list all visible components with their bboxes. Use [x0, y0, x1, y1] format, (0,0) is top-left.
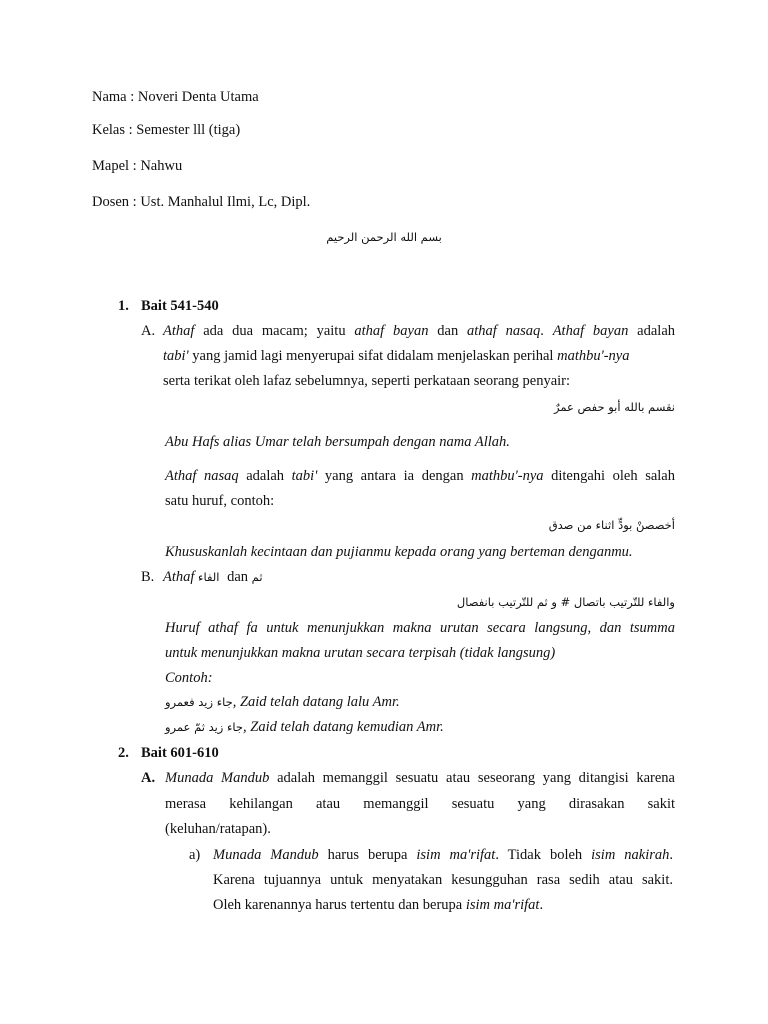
section-1a-line-1: Athaf ada dua macam; yaitu athaf bayan dan athaf nasaq. Athaf bayan adalah: [163, 323, 675, 339]
sub-item-a-line-1: Munada Mandub harus berupa isim ma'rifat. Tidak boleh isim nakirah.: [213, 847, 674, 863]
example-2: جاء زيد ثمّ عمرو, Zaid telah datang kemudian Amr.: [165, 719, 444, 735]
section-1b-marker: B.: [141, 569, 155, 585]
example-label: Contoh:: [165, 670, 213, 686]
subject: Mapel : Nahwu: [92, 158, 183, 174]
section-1a-marker: A.: [141, 323, 156, 339]
section-1-title: Bait 541-540: [141, 298, 219, 314]
section-2a-line-3: (keluhan/ratapan).: [165, 821, 271, 837]
example-1: جاء زيد فعمرو, Zaid telah datang lalu Amr.: [165, 694, 400, 710]
sub-item-a-line-2: Karena tujuannya untuk menyatakan kesungguhan rasa sedih atau sakit.: [213, 872, 673, 888]
section-1b-heading: Athaf الفاء dan ثم: [163, 569, 263, 585]
student-name: Nama : Noveri Denta Utama: [92, 89, 259, 105]
translation-2: Khususkanlah kecintaan dan pujianmu kepada orang yang berteman denganmu.: [165, 544, 633, 560]
lecturer: Dosen : Ust. Manhalul Ilmi, Lc, Dipl.: [92, 194, 311, 210]
section-1b-explanation-2: untuk menunjukkan makna urutan secara terpisah (tidak langsung): [165, 645, 556, 661]
section-2a-marker: A.: [141, 770, 156, 786]
section-2-title: Bait 601-610: [141, 745, 219, 761]
section-1b-explanation-1: Huruf athaf fa untuk menunjukkan makna urutan secara langsung, dan tsumma: [165, 620, 675, 636]
section-1a-line-3: serta terikat oleh lafaz sebelumnya, seperti perkataan seorang penyair:: [163, 373, 571, 389]
translation-1: Abu Hafs alias Umar telah bersumpah dengan nama Allah.: [165, 434, 510, 450]
arabic-verse-3: والفاء للتّرتيب باتصال # و ثم للتّرتيب بانفصال: [456, 595, 675, 609]
sub-item-a-line-3: Oleh karenannya harus tertentu dan berupa isim ma'rifat.: [213, 897, 544, 913]
section-1-number: 1.: [118, 298, 129, 314]
section-1a-line-2: tabi' yang jamid lagi menyerupai sifat didalam menjelaskan perihal mathbu'-nya: [163, 348, 630, 364]
student-class: Kelas : Semester lll (tiga): [92, 122, 241, 138]
section-1a-nasaq-line-1: Athaf nasaq adalah tabi' yang antara ia dengan mathbu'-nya ditengahi oleh salah: [165, 468, 675, 484]
section-1a-nasaq-line-2: satu huruf, contoh:: [165, 493, 275, 509]
basmalah: بسم الله الرحمن الرحيم: [326, 230, 442, 244]
section-2a-line-1: Munada Mandub adalah memanggil sesuatu atau seseorang yang ditangisi karena: [165, 770, 675, 786]
sub-item-a-marker: a): [189, 847, 201, 863]
arabic-verse-2: أخصصنْ بودٍّ اثناء من صدق: [548, 518, 675, 532]
arabic-verse-1: نقسم بالله أبو حفص عمرٌ: [554, 400, 675, 414]
section-2a-line-2: merasa kehilangan atau memanggil sesuatu yang dirasakan sakit: [165, 796, 675, 812]
section-2-number: 2.: [118, 745, 129, 761]
